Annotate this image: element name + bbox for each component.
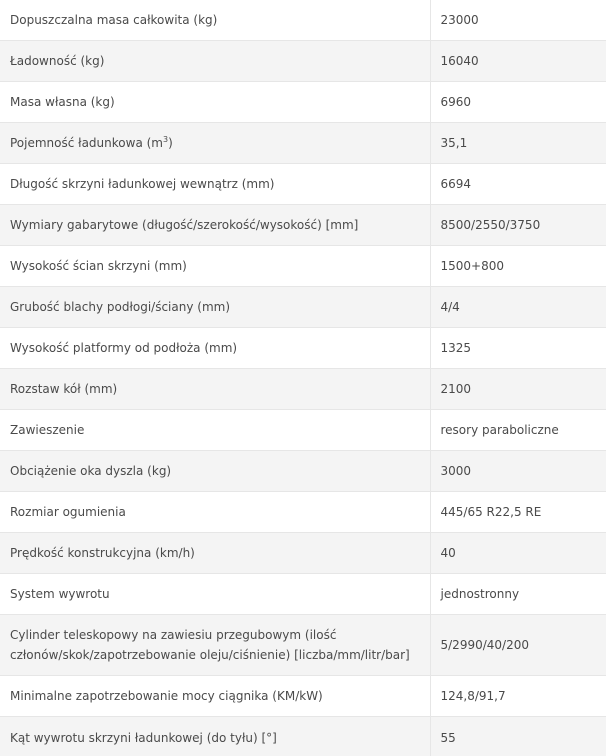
spec-value: 35,1 — [430, 123, 606, 164]
spec-value: 3000 — [430, 451, 606, 492]
spec-label: System wywrotu — [0, 574, 430, 615]
spec-label: Rozstaw kół (mm) — [0, 369, 430, 410]
spec-value: 2100 — [430, 369, 606, 410]
spec-value: 23000 — [430, 0, 606, 41]
spec-label: Cylinder teleskopowy na zawiesiu przegubowym (ilość członów/skok/zapotrzebowanie oleju/ciśnienie) [liczba/mm/litr/bar] — [0, 615, 430, 676]
spec-label: Dopuszczalna masa całkowita (kg) — [0, 0, 430, 41]
table-row — [0, 615, 606, 676]
table-row — [0, 82, 606, 123]
table-row — [0, 164, 606, 205]
spec-label-suffix: ) — [168, 136, 173, 150]
table-row — [0, 410, 606, 451]
table-row — [0, 676, 606, 717]
table-row — [0, 41, 606, 82]
spec-value: 5/2990/40/200 — [430, 615, 606, 676]
table-row — [0, 205, 606, 246]
table-row — [0, 123, 606, 164]
spec-label — [0, 123, 430, 164]
table-row — [0, 246, 606, 287]
spec-label: Prędkość konstrukcyjna (km/h) — [0, 533, 430, 574]
table-row — [0, 287, 606, 328]
spec-value: 4/4 — [430, 287, 606, 328]
spec-label: Wysokość platformy od podłoża (mm) — [0, 328, 430, 369]
table-row — [0, 717, 606, 756]
spec-label: Długość skrzyni ładunkowej wewnątrz (mm) — [0, 164, 430, 205]
spec-label: Kąt wywrotu skrzyni ładunkowej (do tyłu) [°] — [0, 717, 430, 756]
spec-label: Obciążenie oka dyszla (kg) — [0, 451, 430, 492]
spec-label: Masa własna (kg) — [0, 82, 430, 123]
table-row — [0, 451, 606, 492]
spec-value: 6960 — [430, 82, 606, 123]
spec-label: Minimalne zapotrzebowanie mocy ciągnika (KM/kW) — [0, 676, 430, 717]
spec-label: Wymiary gabarytowe (długość/szerokość/wysokość) [mm] — [0, 205, 430, 246]
spec-label: Wysokość ścian skrzyni (mm) — [0, 246, 430, 287]
table-row — [0, 533, 606, 574]
spec-value: 40 — [430, 533, 606, 574]
spec-label: Rozmiar ogumienia — [0, 492, 430, 533]
spec-value: 6694 — [430, 164, 606, 205]
table-row — [0, 369, 606, 410]
table-row — [0, 492, 606, 533]
table-row — [0, 574, 606, 615]
spec-value: resory paraboliczne — [430, 410, 606, 451]
spec-label: Ładowność (kg) — [0, 41, 430, 82]
spec-value: 124,8/91,7 — [430, 676, 606, 717]
table-row — [0, 0, 606, 41]
spec-value: 1325 — [430, 328, 606, 369]
spec-value: 55 — [430, 717, 606, 756]
spec-value: 445/65 R22,5 RE — [430, 492, 606, 533]
spec-label-text: Pojemność ładunkowa (m — [10, 136, 163, 150]
table-row — [0, 328, 606, 369]
spec-value: jednostronny — [430, 574, 606, 615]
spec-label: Zawieszenie — [0, 410, 430, 451]
spec-value: 16040 — [430, 41, 606, 82]
spec-label: Grubość blachy podłogi/ściany (mm) — [0, 287, 430, 328]
superscript: 3 — [162, 135, 169, 144]
spec-value: 8500/2550/3750 — [430, 205, 606, 246]
spec-value: 1500+800 — [430, 246, 606, 287]
